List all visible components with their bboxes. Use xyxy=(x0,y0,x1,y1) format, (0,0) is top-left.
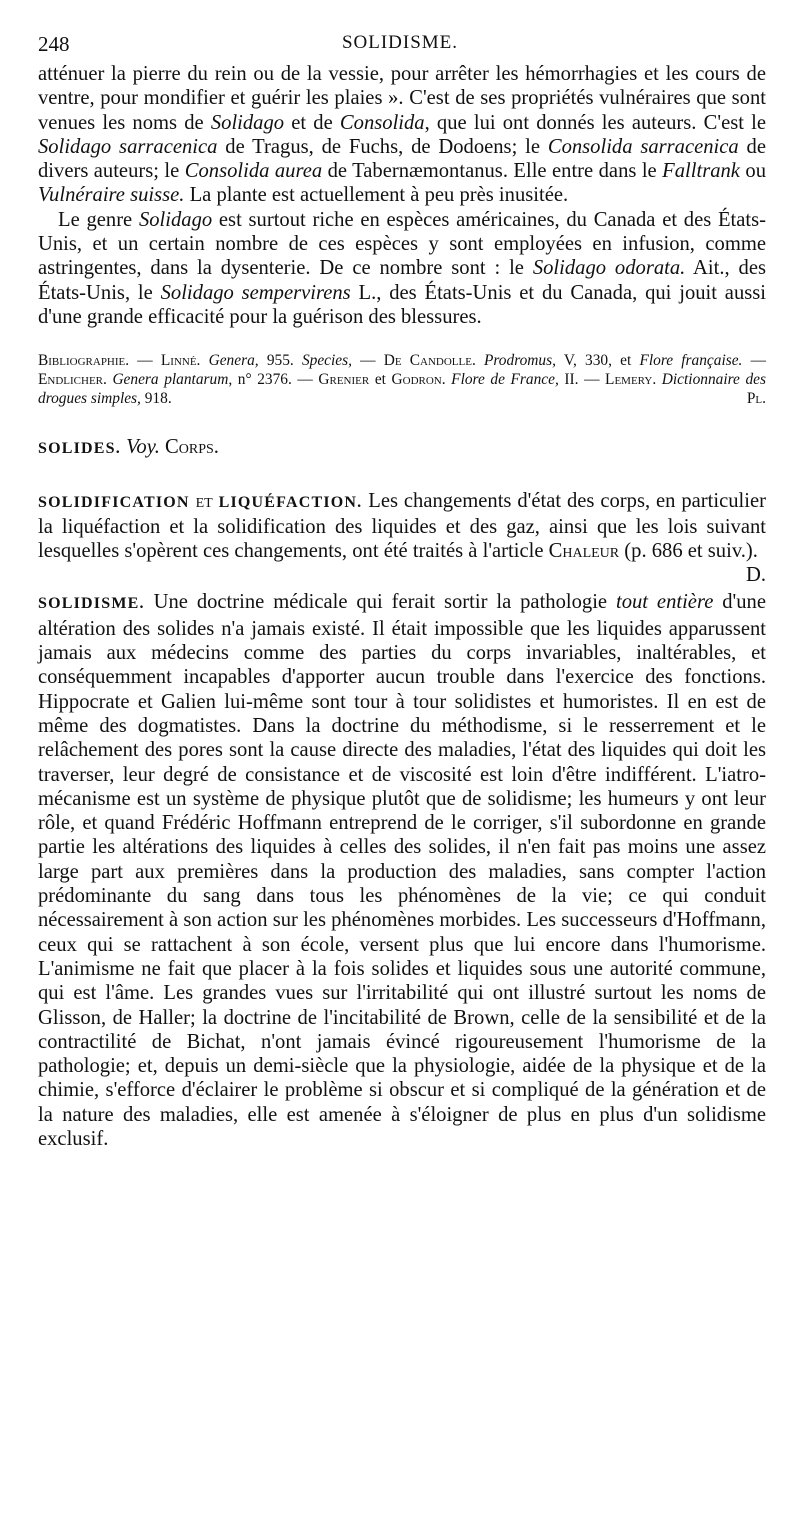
text: est surtout riche en espèces américaines, du Canada et des États-Unis, et un certain nombre de ces espèces y sont employées en infusion, comme astringentes, dans la dysenterie. De ce nombre sont : le xyxy=(38,208,767,280)
text: , que lui ont donnés les auteurs. C'est le xyxy=(424,111,766,134)
author-signature: D. xyxy=(745,564,766,587)
author-name: Lemery. xyxy=(605,371,657,389)
italic-title: Flore de France, xyxy=(445,371,559,389)
entry-heading: SOLIDIFICATION xyxy=(38,493,190,511)
text: de Tragus, de Fuchs, de Dodoens; le xyxy=(217,135,548,158)
paragraph-solidago-continuation xyxy=(38,62,766,208)
text: La plante est actuellement à peu près inusitée. xyxy=(184,184,569,207)
italic-term: Solidago xyxy=(210,111,285,134)
text: et de xyxy=(284,111,340,134)
entry-solidisme xyxy=(38,590,766,1151)
text: de divers auteurs; le xyxy=(38,135,766,183)
italic-term: Solidago xyxy=(138,208,213,231)
italic-term: tout entière xyxy=(615,591,714,614)
cross-reference: Chaleur xyxy=(548,540,620,563)
italic-title: Genera, xyxy=(200,352,259,370)
italic-term: Solidago sempervirens xyxy=(160,281,351,304)
italic-title: Dictionnaire des drogues simples, xyxy=(38,371,766,408)
text: de Tabernæmontanus. Elle entre dans le xyxy=(322,160,663,183)
text: d'une altération des solides n'a jamais existé. Il était impossible que les liquides apparussent jamais aux médecins comme des parties du corps invariables, inaltérables, et conséquemment incapables d'apporter aucun trouble dans l'exercice des fonctions. Hippocrate et Galien lui-même sont tour à tour solidistes et humoristes. Il en est de même des dogmatistes. Dans la doctrine du méthodisme, si le resserrement et le relâchement des pores sont la cause directe des maladies, l'état des liquides qui doit les traverser, leur degré de consistance et de viscosité est loin d'être indifférent. L'iatro-mécanisme est un système de physique plutôt que de solidisme; les humeurs y ont leur rôle, et quand Frédéric Hoffmann entreprend de le corriger, s'il subordonne en grande partie les altérations des liquides à celles des solides, il n'en fait pas moins une assez large part aux premières dans la production des maladies, sans compter l'action prédominante du sang dans tous les phénomènes de la vie; ce qui conduit nécessairement à son action sur les phénomènes morbides. Les successeurs d'Hoffmann, ceux qui se rattachent à son école, versent plus que lui encore dans l'humorisme. L'animisme ne fait que placer à la fois solides et liquides sous une autorité commune, qui est l'âme. Les grandes vues sur l'irritabilité qui ont illustré surtout les noms de Glisson, de Haller; la doctrine de l'incitabilité de Brown, celle de la sensibilité et de la contractilité de Bichat, n'ont jamais évincé rigoureusement l'humorisme de la pathologie; et, depuis un demi-siècle que la physiologie, aidée de la physique et de la chimie, s'efforce d'éclairer le problème si obscur et si compliqué de la génération et de la nature des maladies, elle est amenée à s'éloigner de plus en plus d'un solidisme exclusif. xyxy=(38,591,766,1150)
italic-term: Solidago sarracenica xyxy=(38,135,218,158)
text: Le genre xyxy=(58,208,139,231)
text: — xyxy=(351,352,384,370)
author-name: Grenier xyxy=(318,371,370,389)
cross-reference: Corps. xyxy=(165,436,219,459)
author-name: Godron. xyxy=(391,371,446,389)
text: atténuer la pierre du rein ou de la vessie, pour arrêter les hémorrhagies et les cours de ventre, pour mondifier et guérir les plaies ». C'est de ses propriétés vulnéraires que sont venues les noms de xyxy=(38,63,766,134)
text: Ait., des États-Unis, le xyxy=(38,257,767,304)
text: II. — xyxy=(558,371,606,389)
italic-term: Consolida xyxy=(339,111,425,134)
text: 918. xyxy=(140,390,172,408)
page-number: 248 xyxy=(38,32,70,56)
text: et xyxy=(189,489,219,512)
entry-heading: LIQUÉFACTION. xyxy=(218,493,363,511)
text: Une doctrine médicale qui ferait sortir la pathologie xyxy=(144,591,616,614)
author-signature: Pl. xyxy=(746,390,766,408)
text: V, 330, et xyxy=(555,352,640,370)
page-header xyxy=(38,32,762,58)
author-name: De Candolle. xyxy=(383,352,476,370)
italic-term: Consolida aurea xyxy=(184,160,323,183)
text: n° 2376. — xyxy=(232,371,319,389)
entry-heading: SOLIDES. xyxy=(38,440,121,458)
cross-ref-label: Voy. xyxy=(126,436,160,459)
text: ou xyxy=(739,160,766,183)
text: — xyxy=(742,352,766,370)
entry-solidification xyxy=(38,489,766,587)
italic-term: Consolida sarracenica xyxy=(547,135,739,158)
italic-title: Species, xyxy=(301,352,352,370)
italic-title: Prodromus, xyxy=(475,352,556,370)
italic-term: Solidago odorata. xyxy=(532,257,686,280)
text: L., des États-Unis et du Canada, qui jouit aussi d'une grande efficacité pour la guérison des blessures. xyxy=(38,281,766,328)
author-name: Endlicher. xyxy=(38,371,107,389)
text: — xyxy=(129,352,161,370)
paragraph-solidago-genre xyxy=(38,208,766,329)
entry-heading: SOLIDISME. xyxy=(38,595,145,613)
text: et xyxy=(369,371,392,389)
text: (p. 686 et suiv.). xyxy=(619,540,758,563)
entry-solides xyxy=(38,435,766,461)
italic-term: Falltrank xyxy=(662,160,740,183)
running-head: SOLIDISME. xyxy=(341,32,459,53)
page-body xyxy=(38,62,766,1151)
bibliography xyxy=(38,351,766,408)
author-name: Linné. xyxy=(160,352,201,370)
italic-title: Genera plantarum, xyxy=(106,371,233,389)
text: Les changements d'état des corps, en particulier la liquéfaction et la solidification des liquides et des gaz, ainsi que les lois suivant lesquelles s'opèrent ces changements, ont été traités à l'article xyxy=(38,489,766,563)
italic-title: Flore française. xyxy=(639,352,743,370)
text: 955. xyxy=(258,352,302,370)
bibliography-label: Bibliographie. xyxy=(38,352,130,370)
italic-term: Vulnéraire suisse. xyxy=(38,184,185,207)
